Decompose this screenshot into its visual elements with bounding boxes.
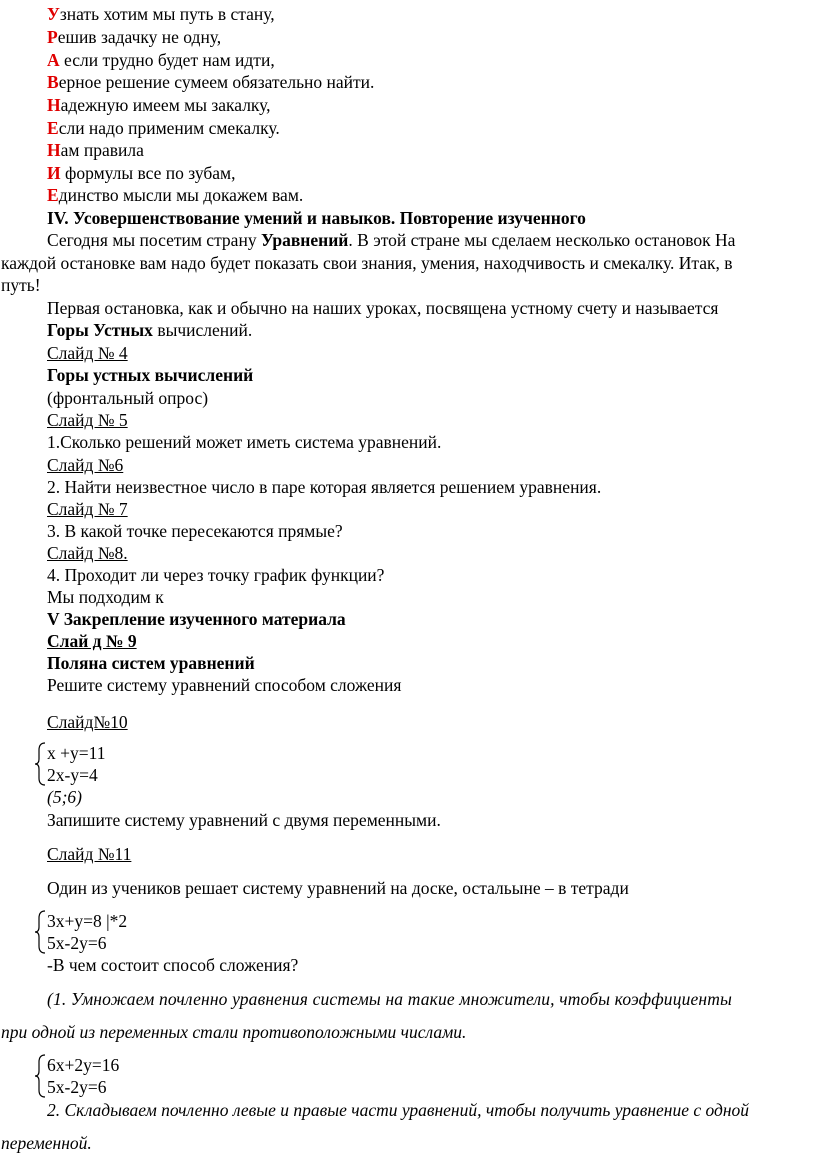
system-3-brace [34,1054,46,1098]
system-3-eq-1: 6x+2y=16 [47,1055,120,1075]
poem-line-9: Единство мысли мы докажем вам. [47,185,304,205]
question-4: 4. Проходит ли через точку график функции? [47,565,385,585]
poem-line-8: И формулы все по зубам, [47,163,236,183]
board-task: Один из учеников решает систему уравнений на доске, остальыне – в тетради [47,878,629,898]
paragraph-1-line-2: каждой остановке вам надо будет показать свои знания, умения, находчивость и смекалку. Итак, в [1,253,733,273]
write-system-task: Запишите систему уравнений с двумя переменными. [47,810,441,830]
slide-9-title: Поляна систем уравнений [47,653,255,673]
slide-11-label: Слайд №11 [47,844,132,864]
slide-10-label: Слайд№10 [47,712,128,732]
slide-4-label: Слайд № 4 [47,343,128,363]
paragraph-2-line-2: Горы Устных вычислений. [47,320,253,340]
poem-line-3: А если трудно будет нам идти, [47,50,275,70]
slide-9-task: Решите систему уравнений способом сложения [47,675,402,695]
step-1-line-2: при одной из переменных стали противоположными числами. [1,1022,467,1042]
system-1-eq-1: x +y=11 [47,743,106,763]
slide-6-label: Слайд №6 [47,455,124,475]
paragraph-2-line-1: Первая остановка, как и обычно на наших уроках, посвящена устному счету и называется [47,298,719,318]
system-2-eq-2: 5x-2y=6 [47,933,107,953]
poem-line-1: Узнать хотим мы путь в стану, [47,4,275,24]
question-2: 2. Найти неизвестное число в паре которая является решением уравнения. [47,477,602,497]
slide-8-label: Слайд №8. [47,543,128,563]
question-1: 1.Сколько решений может иметь система уравнений. [47,432,442,452]
slide-4-note: (фронтальный опрос) [47,388,209,408]
slide-9-label: Слай д № 9 [47,631,137,651]
slide-7-label: Слайд № 7 [47,499,128,519]
system-1-eq-2: 2x-y=4 [47,765,98,785]
step-2-line-1: 2. Складываем почленно левые и правые части уравнений, чтобы получить уравнение с одной [47,1100,750,1120]
system-3-eq-2: 5x-2y=6 [47,1077,107,1097]
step-1-line-1: (1. Умножаем почленно уравнения системы на такие множители, чтобы коэффициенты [47,989,733,1009]
step-2-line-2: переменной. [1,1133,92,1153]
poem-line-6: Если надо применим смекалку. [47,118,280,138]
approach-text: Мы подходим к [47,587,164,607]
section-5-heading: V Закрепление изученного материала [47,609,346,629]
slide-5-label: Слайд № 5 [47,410,128,430]
system-2-eq-1: 3x+y=8 |*2 [47,911,128,931]
system-2-brace [34,910,46,954]
paragraph-1-line-3: путь! [1,275,41,295]
poem-line-2: Решив задачку не одну, [47,27,222,47]
poem-line-5: Надежную имеем мы закалку, [47,95,271,115]
system-1-brace [34,742,46,786]
method-question: -В чем состоит способ сложения? [47,955,299,975]
question-3: 3. В какой точке пересекаются прямые? [47,521,343,541]
system-1-answer: (5;6) [47,787,82,807]
poem-line-7: Нам правила [47,140,144,160]
poem-line-4: Верное решение сумеем обязательно найти. [47,72,375,92]
paragraph-1-line-1: Сегодня мы посетим страну Уравнений. В этой стране мы сделаем несколько остановок На [47,230,736,250]
slide-4-title: Горы устных вычислений [47,365,254,385]
section-4-heading: IV. Усовершенствование умений и навыков. Повторение изученного [47,208,586,228]
